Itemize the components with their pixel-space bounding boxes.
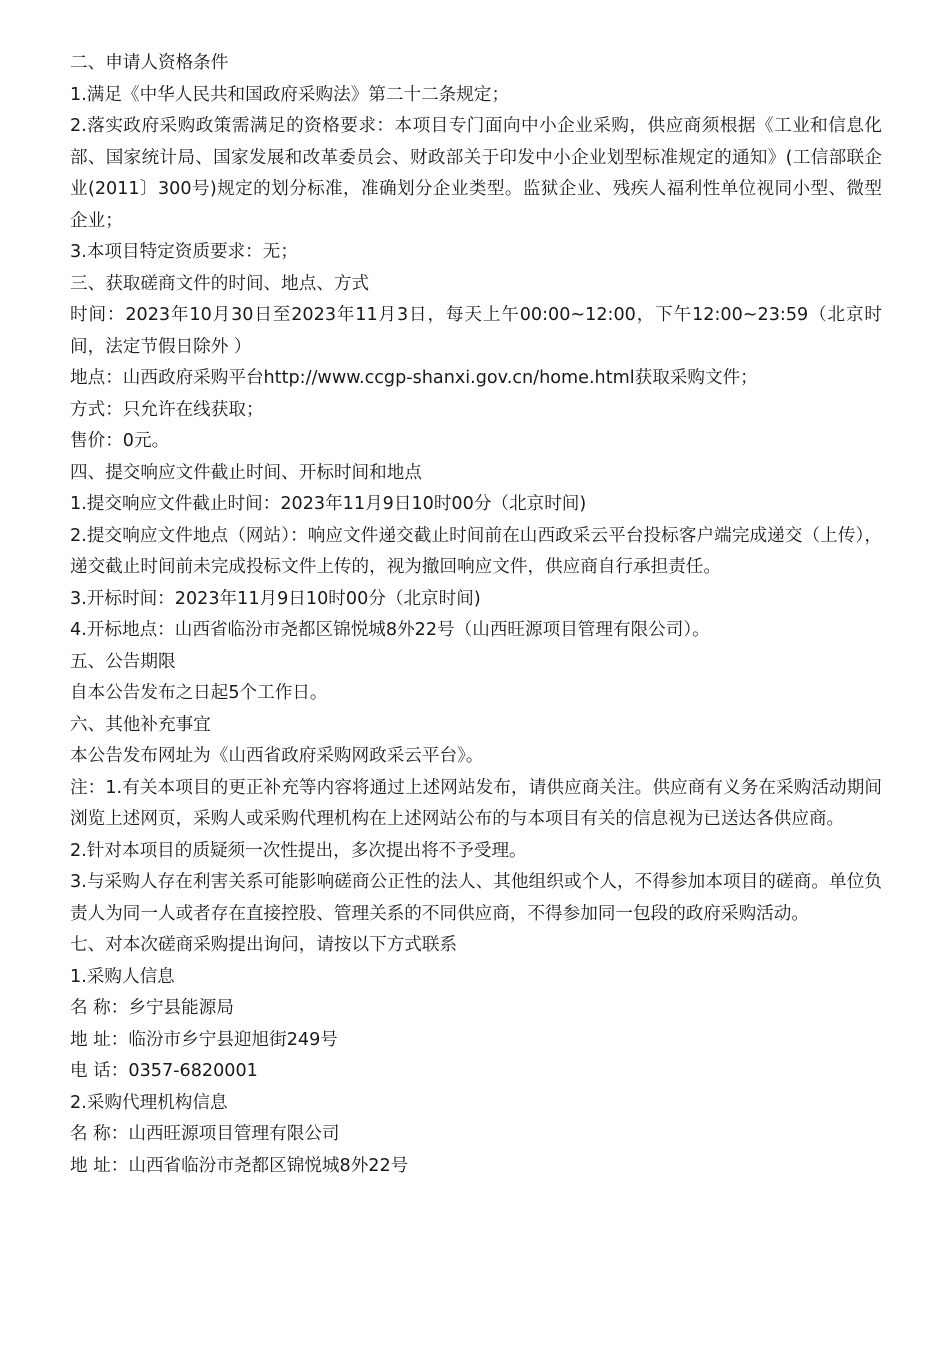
qualification-item-1: 1.满足《中华人民共和国政府采购法》第二十二条规定；	[70, 84, 510, 105]
obtain-place: 地点：山西政府采购平台http://www.ccgp-shanxi.gov.cn/home.html获取采购文件；	[70, 368, 758, 388]
note-3: 3.与采购人存在利害关系可能影响磋商公正性的法人、其他组织或个人，不得参加本项目的磋商。单位负责人为同一人或者存在直接控股、管理关系的不同供应商，不得参加同一包段的政府采购活动。	[70, 872, 882, 924]
purchaser-phone: 电 话：0357-6820001	[70, 1061, 258, 1081]
publish-site-text: 本公告发布网址为《山西省政府采购网政采云平台》。	[70, 746, 484, 766]
qualification-item-2: 2.落实政府采购政策需满足的资格要求：本项目专门面向中小企业采购，供应商须根据《工业和信息化部、国家统计局、国家发展和改革委员会、财政部关于印发中小企业划型标准规定的通知》(工信部联企业(2011〕300号)规定的划分标准，准确划分企业类型。监狱企业、残疾人福利性单位视同小型、微型企业；	[70, 116, 882, 231]
purchaser-info-heading: 1.采购人信息	[70, 966, 175, 987]
agent-info-heading: 2.采购代理机构信息	[70, 1092, 228, 1113]
section-heading-qualifications: 二、申请人资格条件	[70, 53, 229, 73]
obtain-price: 售价：0元。	[70, 431, 170, 451]
notice-period-text: 自本公告发布之日起5个工作日。	[70, 683, 328, 703]
document-page	[70, 48, 882, 1182]
note-1: 注：1.有关本项目的更正补充等内容将通过上述网站发布，请供应商关注。供应商有义务在采购活动期间浏览上述网页，采购人或采购代理机构在上述网站公布的与本项目有关的信息视为已送达各供应商。	[70, 777, 882, 829]
section-heading-submission: 四、提交响应文件截止时间、开标时间和地点	[70, 462, 422, 483]
section-heading-other-matters: 六、其他补充事宜	[70, 714, 211, 735]
purchaser-name: 名 称：乡宁县能源局	[70, 998, 234, 1018]
opening-time: 3.开标时间：2023年11月9日10时00分（北京时间)	[70, 588, 481, 609]
submission-place: 2.提交响应文件地点（网站）：响应文件递交截止时间前在山西政采云平台投标客户端完成递交（上传），递交截止时间前未完成投标文件上传的，视为撤回响应文件，供应商自行承担责任。	[70, 525, 882, 577]
obtain-time: 时间：2023年10月30日至2023年11月3日，每天上午00:00~12:00，下午12:00~23:59（北京时间，法定节假日除外 ）	[70, 305, 882, 357]
obtain-method: 方式：只允许在线获取；	[70, 399, 264, 420]
section-heading-notice-period: 五、公告期限	[70, 651, 176, 672]
submission-deadline: 1.提交响应文件截止时间：2023年11月9日10时00分（北京时间)	[70, 494, 587, 514]
agent-name: 名 称：山西旺源项目管理有限公司	[70, 1124, 340, 1144]
purchaser-address: 地 址：临汾市乡宁县迎旭街249号	[70, 1029, 338, 1050]
qualification-item-3: 3.本项目特定资质要求：无；	[70, 242, 298, 262]
note-2: 2.针对本项目的质疑须一次性提出，多次提出将不予受理。	[70, 840, 527, 861]
agent-address: 地 址：山西省临汾市尧都区锦悦城8外22号	[70, 1155, 409, 1176]
opening-place: 4.开标地点：山西省临汾市尧都区锦悦城8外22号（山西旺源项目管理有限公司）。	[70, 620, 710, 640]
section-heading-obtain-documents: 三、获取磋商文件的时间、地点、方式	[70, 273, 370, 294]
section-heading-contacts: 七、对本次磋商采购提出询问，请按以下方式联系	[70, 935, 458, 955]
